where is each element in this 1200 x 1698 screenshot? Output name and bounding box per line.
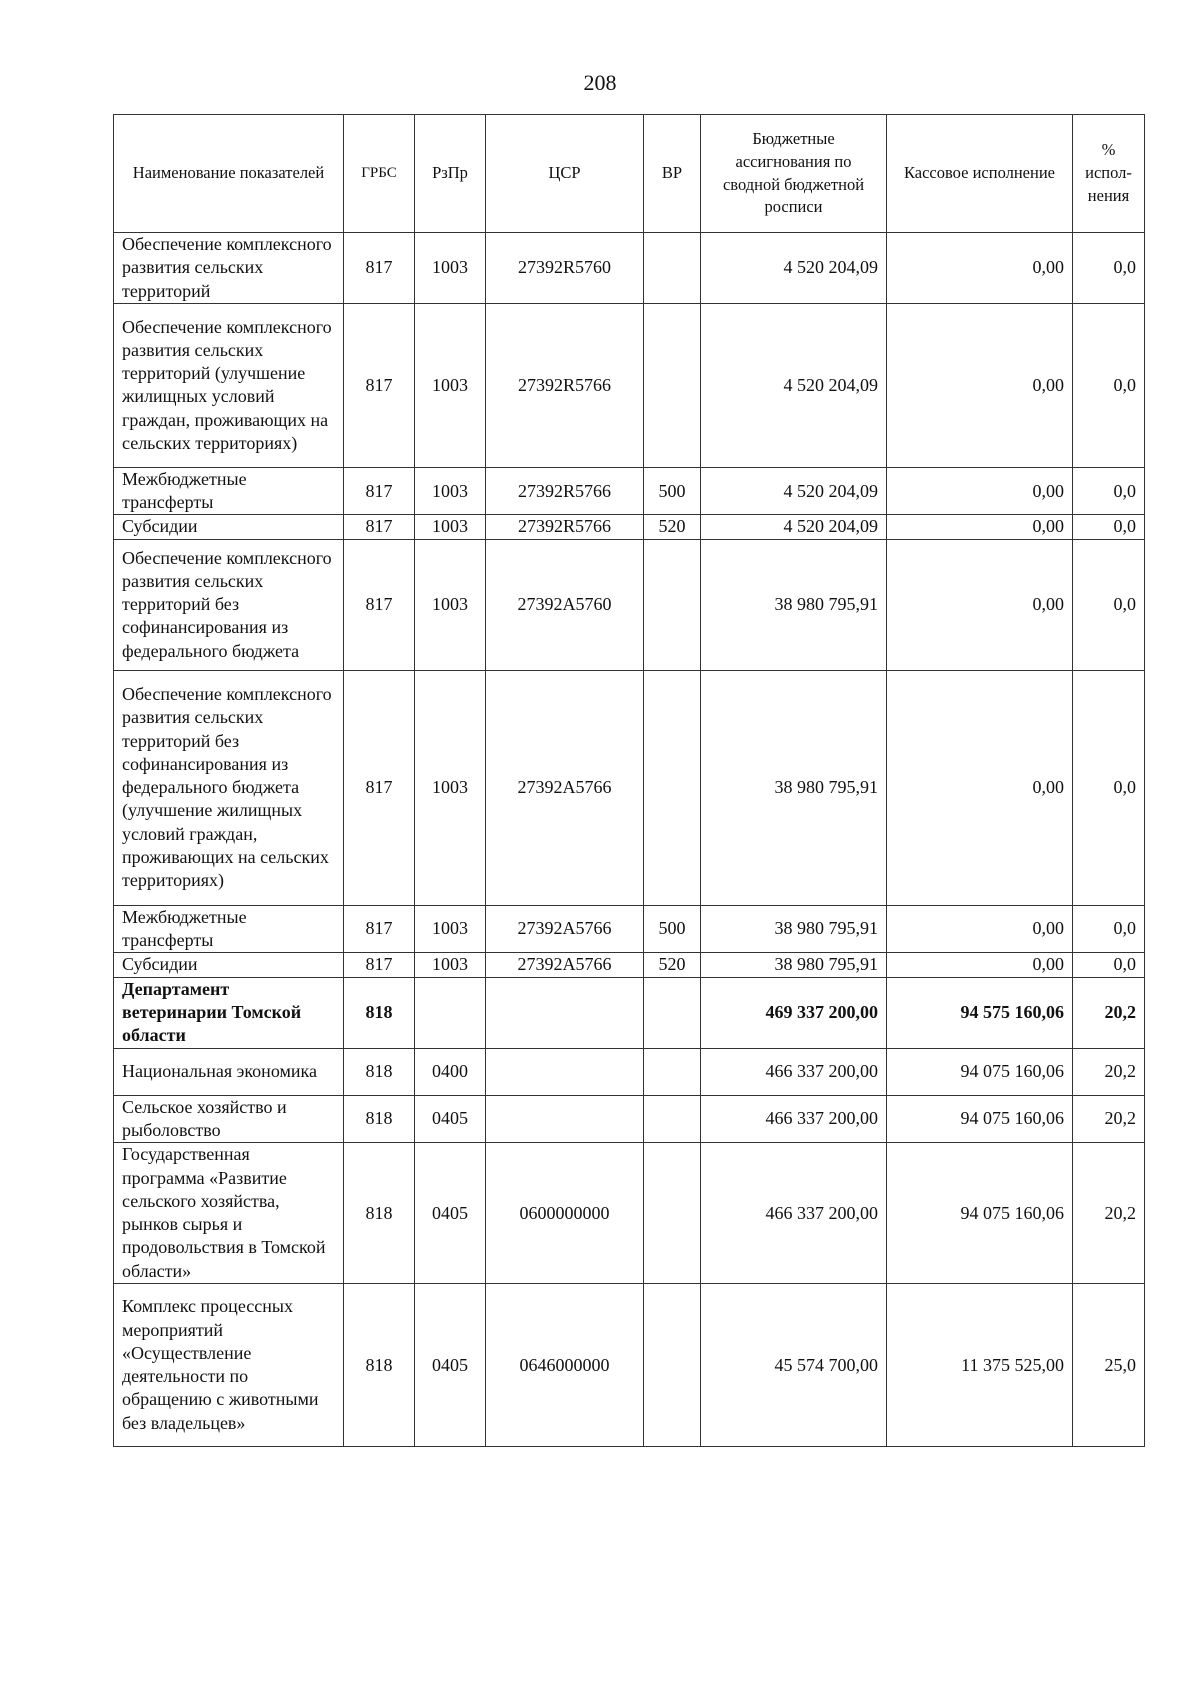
row-rzpr: 1003 — [415, 670, 486, 905]
row-name: Субсидии — [114, 515, 344, 539]
row-csr: 27392R5766 — [486, 467, 644, 515]
row-assign: 466 337 200,00 — [701, 1143, 887, 1284]
row-grbs: 817 — [344, 905, 415, 953]
row-rzpr: 1003 — [415, 953, 486, 977]
row-vr: 500 — [644, 905, 701, 953]
row-csr: 27392R5766 — [486, 303, 644, 467]
table-row — [114, 670, 1145, 905]
row-grbs: 817 — [344, 953, 415, 977]
row-vr: 500 — [644, 467, 701, 515]
row-name: Сельское хозяйство и рыболовство — [114, 1095, 344, 1143]
row-assign: 38 980 795,91 — [701, 539, 887, 670]
row-grbs: 818 — [344, 1048, 415, 1095]
row-name: Межбюджетные трансферты — [114, 905, 344, 953]
row-vr — [644, 670, 701, 905]
row-cash: 0,00 — [887, 905, 1073, 953]
row-rzpr: 0405 — [415, 1095, 486, 1143]
row-rzpr: 0405 — [415, 1143, 486, 1284]
row-vr — [644, 1284, 701, 1447]
row-pct: 20,2 — [1073, 1143, 1145, 1284]
row-cash: 0,00 — [887, 515, 1073, 539]
row-cash: 94 075 160,06 — [887, 1095, 1073, 1143]
table-row — [114, 905, 1145, 953]
header-cash: Кассовое исполнение — [887, 115, 1073, 233]
row-cash: 0,00 — [887, 467, 1073, 515]
row-assign: 4 520 204,09 — [701, 515, 887, 539]
row-rzpr: 1003 — [415, 905, 486, 953]
row-vr — [644, 977, 701, 1048]
row-vr: 520 — [644, 515, 701, 539]
header-rzpr: РзПр — [415, 115, 486, 233]
row-csr: 27392A5760 — [486, 539, 644, 670]
row-cash: 94 075 160,06 — [887, 1143, 1073, 1284]
row-pct: 0,0 — [1073, 515, 1145, 539]
row-rzpr: 1003 — [415, 233, 486, 304]
row-rzpr: 1003 — [415, 303, 486, 467]
row-pct: 0,0 — [1073, 233, 1145, 304]
row-grbs: 817 — [344, 670, 415, 905]
row-name: Обеспечение комплексного развития сельских территорий без софинансирования из федерального бюджета — [114, 539, 344, 670]
row-name: Комплекс процессных мероприятий «Осуществление деятельности по обращению с животными без владельцев» — [114, 1284, 344, 1447]
row-cash: 94 075 160,06 — [887, 1048, 1073, 1095]
row-pct: 20,2 — [1073, 977, 1145, 1048]
row-vr — [644, 1095, 701, 1143]
budget-table — [113, 114, 1145, 1447]
row-csr — [486, 1048, 644, 1095]
row-grbs: 817 — [344, 515, 415, 539]
header-name: Наименование показателей — [114, 115, 344, 233]
row-csr: 0646000000 — [486, 1284, 644, 1447]
row-grbs: 817 — [344, 303, 415, 467]
header-grbs: ГРБС — [344, 115, 415, 233]
row-name: Национальная экономика — [114, 1048, 344, 1095]
row-assign: 45 574 700,00 — [701, 1284, 887, 1447]
row-rzpr: 1003 — [415, 539, 486, 670]
row-assign: 4 520 204,09 — [701, 467, 887, 515]
row-cash: 0,00 — [887, 670, 1073, 905]
row-assign: 4 520 204,09 — [701, 303, 887, 467]
row-rzpr: 0405 — [415, 1284, 486, 1447]
row-name: Обеспечение комплексного развития сельских территорий без софинансирования из федерального бюджета (улучшение жилищных условий граждан, проживающих на сельских территориях) — [114, 670, 344, 905]
row-assign: 38 980 795,91 — [701, 953, 887, 977]
table-row — [114, 303, 1145, 467]
row-pct: 20,2 — [1073, 1095, 1145, 1143]
row-vr — [644, 303, 701, 467]
row-csr: 27392A5766 — [486, 905, 644, 953]
page-number: 208 — [583, 70, 617, 95]
row-grbs: 817 — [344, 233, 415, 304]
row-cash: 0,00 — [887, 953, 1073, 977]
table-body — [114, 233, 1145, 1447]
row-assign: 4 520 204,09 — [701, 233, 887, 304]
table-row — [114, 515, 1145, 539]
table-row — [114, 1143, 1145, 1284]
row-pct: 0,0 — [1073, 303, 1145, 467]
row-grbs: 818 — [344, 1284, 415, 1447]
row-vr — [644, 539, 701, 670]
row-csr: 27392R5760 — [486, 233, 644, 304]
row-cash: 0,00 — [887, 233, 1073, 304]
row-csr: 27392A5766 — [486, 670, 644, 905]
row-vr: 520 — [644, 953, 701, 977]
table-row — [114, 953, 1145, 977]
row-rzpr — [415, 977, 486, 1048]
row-vr — [644, 1143, 701, 1284]
row-vr — [644, 1048, 701, 1095]
row-rzpr: 1003 — [415, 467, 486, 515]
table-row — [114, 233, 1145, 304]
row-cash: 0,00 — [887, 303, 1073, 467]
row-name: Обеспечение комплексного развития сельских территорий (улучшение жилищных условий граждан, проживающих на сельских территориях) — [114, 303, 344, 467]
row-grbs: 817 — [344, 467, 415, 515]
row-name: Государственная программа «Развитие сельского хозяйства, рынков сырья и продовольствия в Томской области» — [114, 1143, 344, 1284]
header-row — [114, 115, 1145, 233]
table-row — [114, 1095, 1145, 1143]
row-assign: 466 337 200,00 — [701, 1095, 887, 1143]
row-pct: 0,0 — [1073, 467, 1145, 515]
row-rzpr: 1003 — [415, 515, 486, 539]
row-csr: 0600000000 — [486, 1143, 644, 1284]
row-csr: 27392A5766 — [486, 953, 644, 977]
row-rzpr: 0400 — [415, 1048, 486, 1095]
row-cash: 11 375 525,00 — [887, 1284, 1073, 1447]
table-row — [114, 467, 1145, 515]
row-name: Субсидии — [114, 953, 344, 977]
row-name: Обеспечение комплексного развития сельских территорий — [114, 233, 344, 304]
row-assign: 466 337 200,00 — [701, 1048, 887, 1095]
row-grbs: 818 — [344, 977, 415, 1048]
header-csr: ЦСР — [486, 115, 644, 233]
row-vr — [644, 233, 701, 304]
row-grbs: 818 — [344, 1143, 415, 1284]
row-assign: 38 980 795,91 — [701, 905, 887, 953]
row-csr — [486, 1095, 644, 1143]
row-name: Межбюджетные трансферты — [114, 467, 344, 515]
table-row — [114, 977, 1145, 1048]
row-csr: 27392R5766 — [486, 515, 644, 539]
row-name: Департамент ветеринарии Томской области — [114, 977, 344, 1048]
header-pct: % испол-нения — [1073, 115, 1145, 233]
row-csr — [486, 977, 644, 1048]
row-assign: 469 337 200,00 — [701, 977, 887, 1048]
row-grbs: 817 — [344, 539, 415, 670]
row-pct: 0,0 — [1073, 539, 1145, 670]
table-row — [114, 539, 1145, 670]
row-grbs: 818 — [344, 1095, 415, 1143]
table-row — [114, 1048, 1145, 1095]
header-vr: ВР — [644, 115, 701, 233]
row-pct: 0,0 — [1073, 953, 1145, 977]
header-assign: Бюджетные ассигнования по сводной бюджетной росписи — [701, 115, 887, 233]
row-pct: 0,0 — [1073, 670, 1145, 905]
row-assign: 38 980 795,91 — [701, 670, 887, 905]
row-pct: 20,2 — [1073, 1048, 1145, 1095]
row-pct: 0,0 — [1073, 905, 1145, 953]
table-row — [114, 1284, 1145, 1447]
row-cash: 0,00 — [887, 539, 1073, 670]
row-pct: 25,0 — [1073, 1284, 1145, 1447]
row-cash: 94 575 160,06 — [887, 977, 1073, 1048]
